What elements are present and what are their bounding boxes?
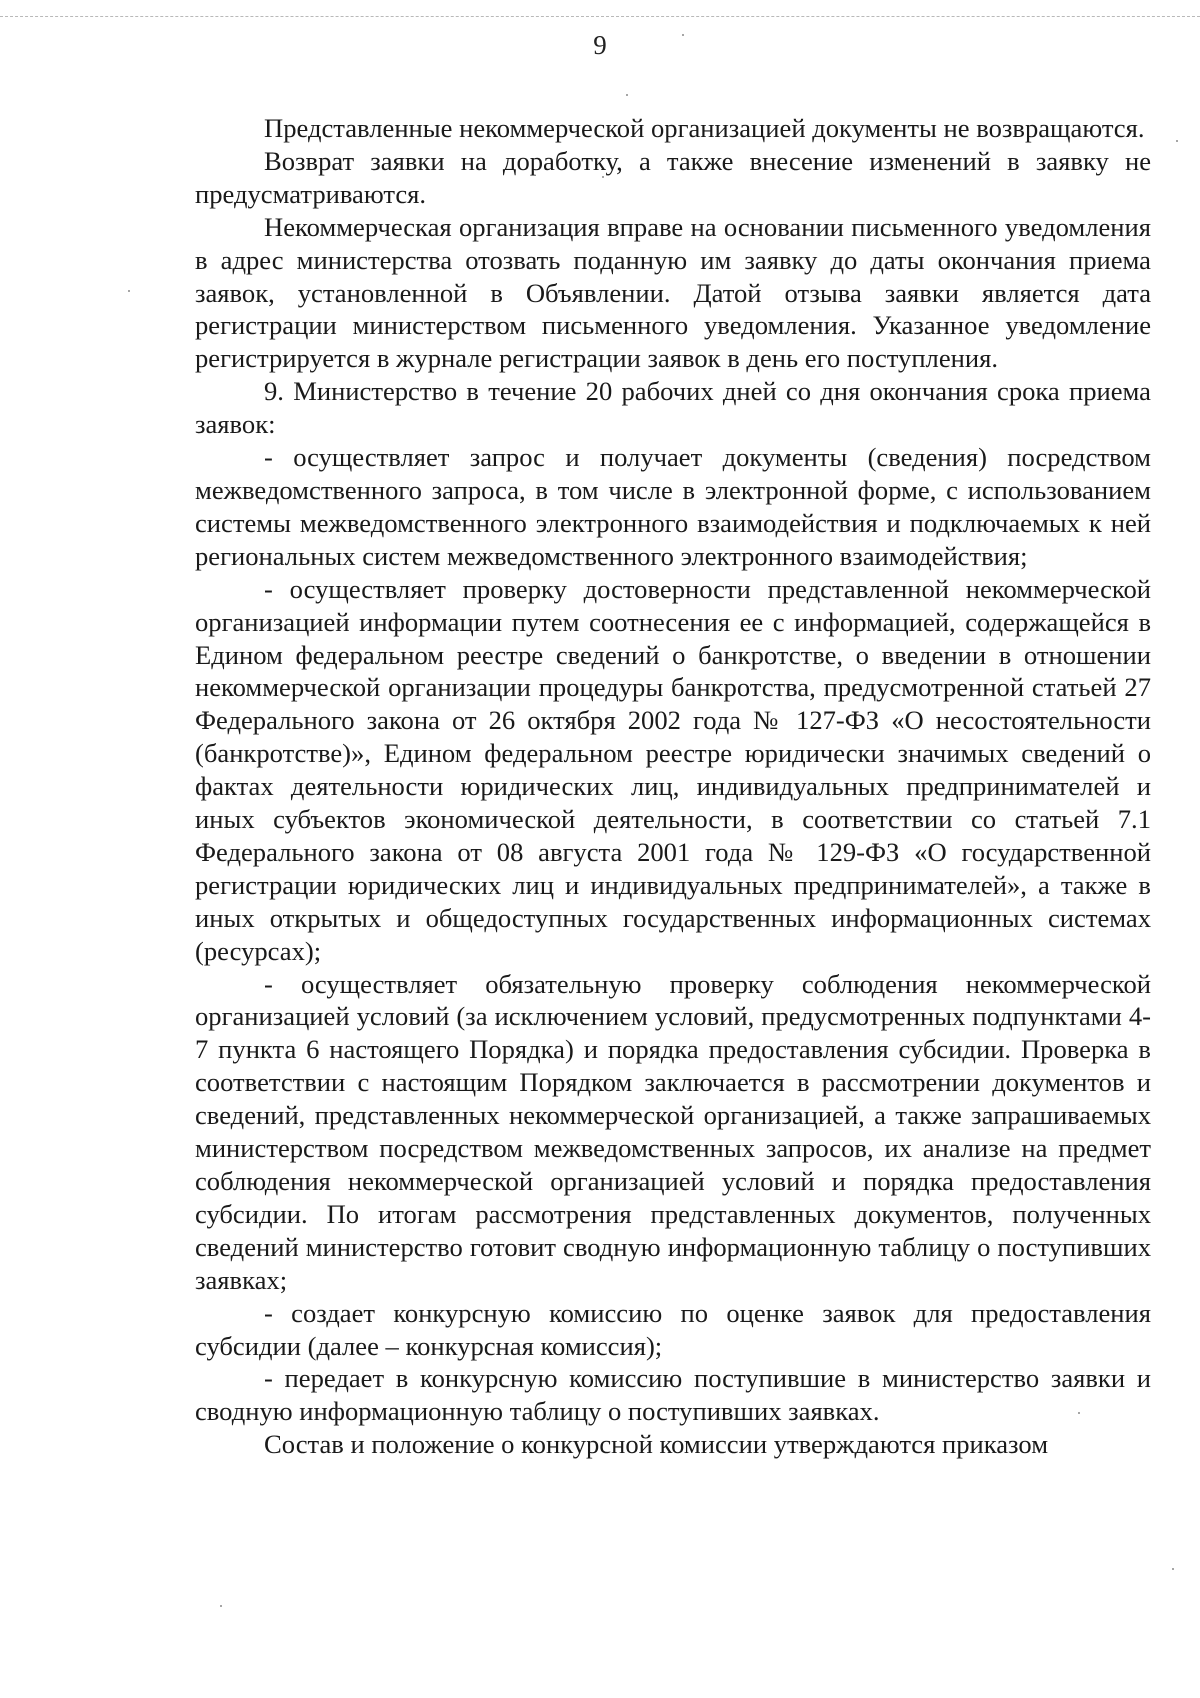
scan-speck	[1176, 140, 1178, 142]
paragraph-item-9: 9. Министерство в течение 20 рабочих дней со дня окончания срока приема заявок:	[195, 376, 1151, 440]
scan-edge-line	[0, 16, 1200, 17]
paragraph-transfer-applications: - передает в конкурсную комиссию поступившие в министерство заявки и сводную информационную таблицу о поступивших заявках.	[195, 1363, 1151, 1427]
paragraph-reliability-check: - осуществляет проверку достоверности представленной некоммерческой организацией информации путем соотнесения ее с информацией, содержащейся в Едином федеральном реестре сведений о банкротстве, о введении в отношении некоммерческой организации процедуры банкротства, предусмотренной статьей 27 Федерального закона от 26 октября 2002 года № 127-ФЗ «О несостоятельности (банкротстве)», Едином федеральном реестре юридически значимых сведений о фактах деятельности юридических лиц, индивидуальных предпринимателей и иных субъектов экономической деятельности, в соответствии со статьей 7.1 Федерального закона от 08 августа 2001 года № 129-ФЗ «О государственной регистрации юридических лиц и индивидуальных предпринимателей», а также в иных открытых и общедоступных государственных информационных системах (ресурсах);	[195, 573, 1151, 966]
scan-speck	[602, 176, 604, 178]
paragraph-create-commission: - создает конкурсную комиссию по оценке заявок для предоставления субсидии (далее – конкурсная комиссия);	[195, 1297, 1151, 1361]
paragraph-withdrawal: Некоммерческая организация вправе на основании письменного уведомления в адрес министерства отозвать поданную им заявку до даты окончания приема заявок, установленной в Объявлении. Датой отзыва заявки является дата регистрации министерством письменного уведомления. Указанное уведомление регистрируется в журнале регистрации заявок в день его поступления.	[195, 211, 1151, 374]
paragraph-no-revision: Возврат заявки на доработку, а также внесение изменений в заявку не предусматриваются.	[195, 145, 1151, 209]
scan-speck	[128, 290, 130, 292]
scan-speck	[626, 94, 628, 96]
paragraph-commission-composition: Состав и положение о конкурсной комиссии утверждаются приказом	[264, 1429, 1049, 1460]
scan-speck	[1172, 1568, 1174, 1570]
document-body	[195, 112, 1151, 1461]
scan-speck	[1078, 1412, 1080, 1414]
paragraph-compliance-check: - осуществляет обязательную проверку соблюдения некоммерческой организацией условий (за исключением условий, предусмотренных подпунктами 4-7 пункта 6 настоящего Порядка) и порядка предоставления субсидии. Проверка в соответствии с настоящим Порядком заключается в рассмотрении документов и сведений, представленных некоммерческой организацией, а также запрашиваемых министерством посредством межведомственных запросов, их анализе на предмет соблюдения некоммерческой организацией условий и порядка предоставления субсидии. По итогам рассмотрения представленных документов, полученных сведений министерство готовит сводную информационную таблицу о поступивших заявках;	[195, 968, 1151, 1295]
scan-speck	[682, 34, 684, 36]
scan-speck	[220, 1605, 222, 1607]
paragraph-documents-not-returned: Представленные некоммерческой организацией документы не возвращаются.	[264, 113, 1145, 143]
paragraph-interagency-request: - осуществляет запрос и получает документы (сведения) посредством межведомственного запроса, в том числе в электронной форме, с использованием системы межведомственного электронного взаимодействия и подключаемых к ней региональных систем межведомственного электронного взаимодействия;	[195, 442, 1151, 571]
page-number: 9	[593, 30, 607, 60]
